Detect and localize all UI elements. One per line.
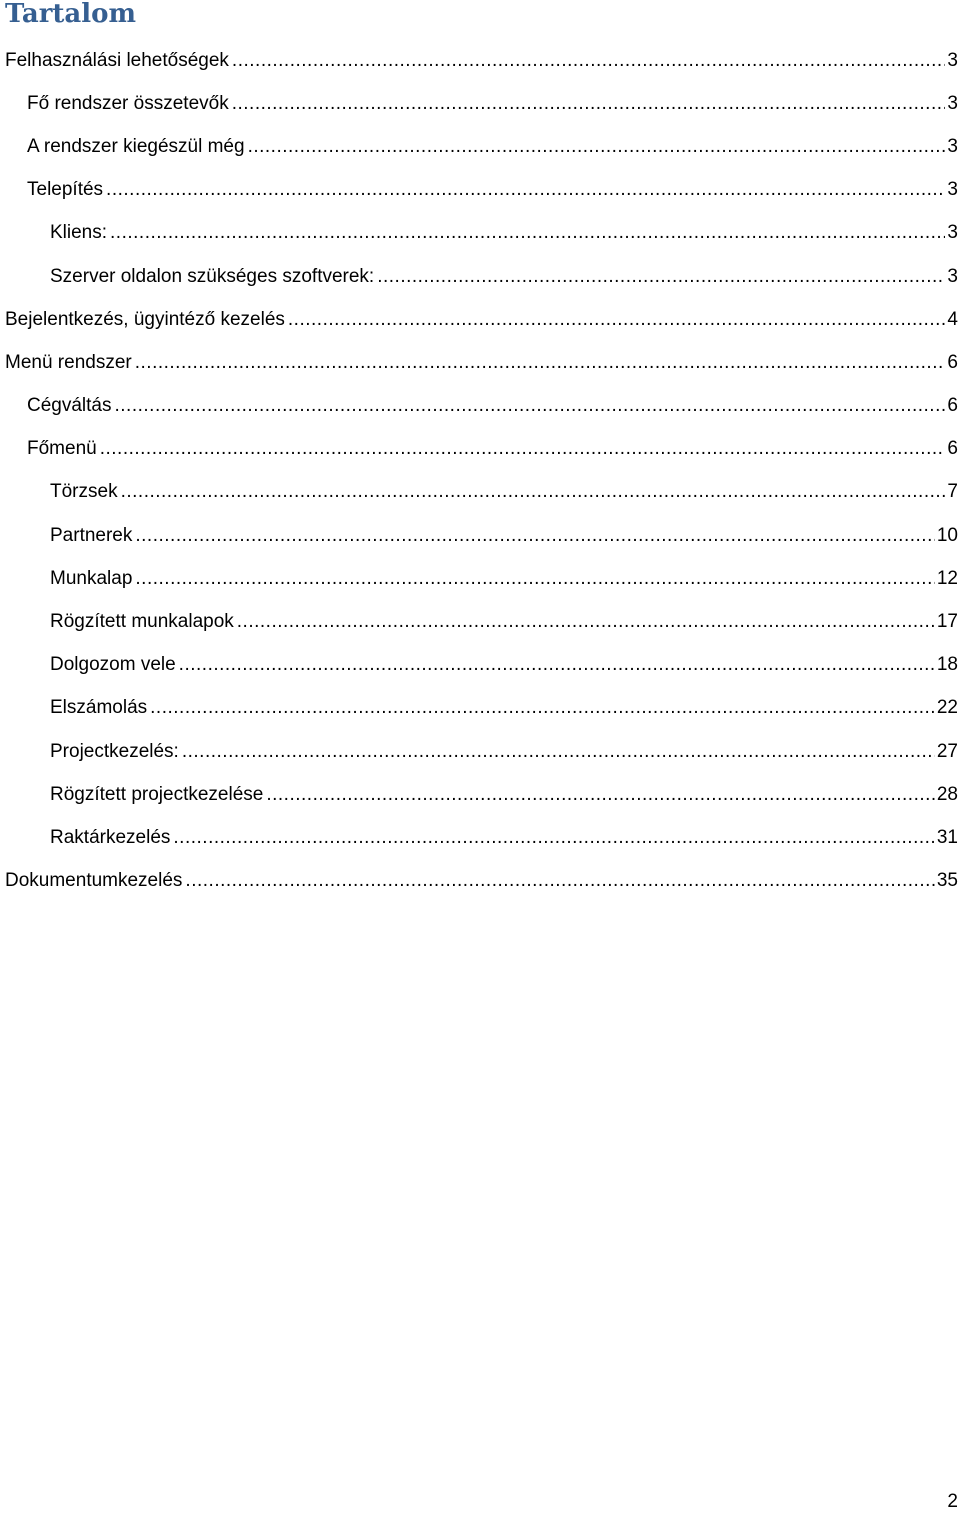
toc-entry[interactable]	[0, 385, 960, 428]
toc-entry[interactable]	[0, 39, 960, 82]
toc-entry[interactable]	[0, 600, 960, 643]
toc-entry[interactable]	[0, 773, 960, 816]
toc-entry-page: 17	[936, 611, 958, 633]
toc-entry-label: Szerver oldalon szükséges szoftverek:	[50, 265, 375, 287]
toc-entry-page: 3	[947, 49, 958, 71]
toc-entry[interactable]	[0, 212, 960, 255]
toc-entry-label: Telepítés	[27, 179, 104, 201]
toc-entry[interactable]	[0, 255, 960, 298]
toc-dot-leader	[110, 222, 945, 244]
toc-entry-page: 6	[947, 438, 958, 460]
toc-dot-leader	[106, 179, 945, 201]
toc-entry[interactable]	[0, 125, 960, 168]
toc-entry[interactable]	[0, 730, 960, 773]
toc-entry-page: 6	[947, 395, 958, 417]
toc-entry-label: Menü rendszer	[5, 351, 132, 373]
toc-entry[interactable]	[0, 816, 960, 859]
toc-entry-label: A rendszer kiegészül még	[27, 135, 245, 157]
toc-entry-page: 12	[936, 567, 958, 589]
toc-entry-page: 35	[936, 870, 958, 892]
table-of-contents	[0, 39, 960, 903]
toc-entry-label: Rögzített munkalapok	[50, 611, 234, 633]
toc-dot-leader	[135, 525, 934, 547]
toc-entry-page: 10	[936, 524, 958, 546]
toc-entry-label: Munkalap	[50, 567, 133, 589]
toc-entry-page: 3	[947, 179, 958, 201]
toc-dot-leader	[288, 309, 946, 331]
toc-entry[interactable]	[0, 428, 960, 471]
toc-entry-page: 3	[947, 265, 958, 287]
toc-entry[interactable]	[0, 298, 960, 341]
toc-dot-leader	[121, 481, 946, 503]
toc-dot-leader	[173, 827, 934, 849]
toc-entry-page: 6	[947, 351, 958, 373]
toc-entry-page: 31	[936, 826, 958, 848]
toc-entry-label: Dokumentumkezelés	[5, 870, 183, 892]
toc-entry-label: Elszámolás	[50, 697, 148, 719]
toc-entry[interactable]	[0, 82, 960, 125]
toc-entry-label: Kliens:	[50, 222, 108, 244]
toc-dot-leader	[237, 611, 935, 633]
toc-entry-label: Felhasználási lehetőségek	[5, 49, 229, 71]
toc-dot-leader	[266, 784, 935, 806]
toc-entry-label: Dolgozom vele	[50, 654, 176, 676]
toc-entry[interactable]	[0, 514, 960, 557]
toc-entry-label: Rögzített projectkezelése	[50, 783, 264, 805]
toc-dot-leader	[115, 395, 946, 417]
toc-entry-label: Bejelentkezés, ügyintéző kezelés	[5, 308, 285, 330]
toc-dot-leader	[377, 266, 945, 288]
toc-entry-label: Projectkezelés:	[50, 740, 179, 762]
toc-entry-label: Fő rendszer összetevők	[27, 92, 229, 114]
toc-dot-leader	[135, 352, 946, 374]
toc-entry[interactable]	[0, 557, 960, 600]
toc-entry[interactable]	[0, 860, 960, 903]
toc-entry[interactable]	[0, 471, 960, 514]
toc-entry[interactable]	[0, 687, 960, 730]
page-title: Tartalom	[5, 0, 136, 29]
toc-entry-page: 3	[947, 92, 958, 114]
toc-entry-page: 7	[947, 481, 958, 503]
toc-entry[interactable]	[0, 644, 960, 687]
toc-dot-leader	[182, 741, 935, 763]
toc-entry-page: 3	[947, 222, 958, 244]
toc-entry-page: 4	[947, 308, 958, 330]
toc-entry-page: 28	[936, 783, 958, 805]
toc-entry-label: Partnerek	[50, 524, 133, 546]
toc-entry-label: Cégváltás	[27, 395, 112, 417]
toc-entry-page: 3	[947, 135, 958, 157]
toc-entry[interactable]	[0, 341, 960, 384]
page-number: 2	[947, 1491, 958, 1512]
toc-dot-leader	[135, 568, 934, 590]
toc-dot-leader	[150, 697, 935, 719]
toc-entry-label: Raktárkezelés	[50, 826, 171, 848]
toc-dot-leader	[232, 50, 946, 72]
toc-dot-leader	[185, 870, 934, 892]
toc-entry-page: 27	[936, 740, 958, 762]
toc-entry-page: 22	[936, 697, 958, 719]
toc-entry[interactable]	[0, 169, 960, 212]
toc-dot-leader	[248, 136, 946, 158]
toc-dot-leader	[232, 93, 946, 115]
toc-entry-label: Főmenü	[27, 438, 97, 460]
toc-dot-leader	[100, 438, 946, 460]
toc-entry-page: 18	[936, 654, 958, 676]
toc-entry-label: Törzsek	[50, 481, 118, 503]
toc-dot-leader	[179, 654, 935, 676]
